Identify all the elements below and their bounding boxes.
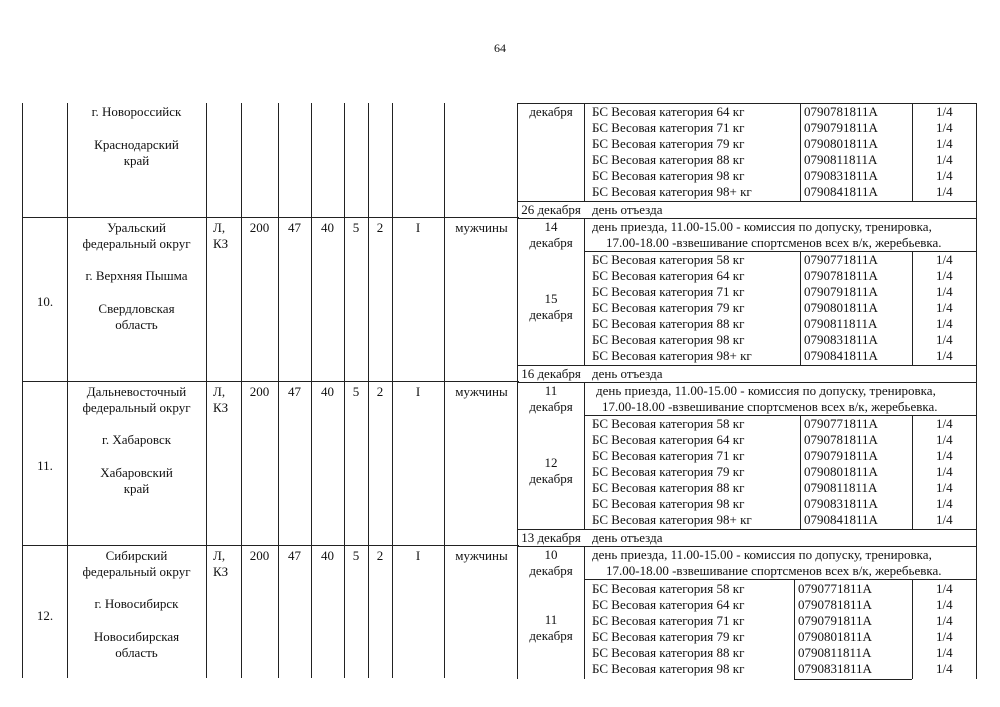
value-1: 200: [249, 384, 270, 399]
schedule-table: [517, 103, 977, 679]
grid-line: [912, 104, 913, 201]
city: г. Новороссийск: [91, 104, 182, 119]
category-code: 0790831811А: [804, 496, 878, 511]
grid-line: [794, 579, 795, 679]
row-separator: [518, 529, 976, 530]
grid-line: [800, 201, 912, 202]
arrival-text-1: день приезда, 11.00-15.00 - комиссия по допуску, тренировка,: [592, 547, 932, 562]
departure-date: 16 декабря: [521, 366, 581, 381]
grid-line: [912, 251, 913, 365]
category-code: 0790831811А: [804, 332, 878, 347]
district-line-1: Уральский: [107, 220, 166, 235]
category-name: БС Весовая категория 71 кг: [592, 448, 745, 463]
value-4: 5: [352, 384, 360, 399]
category-name: БС Весовая категория 88 кг: [592, 480, 745, 495]
category-code: 0790811811А: [804, 480, 878, 495]
category-name: БС Весовая категория 79 кг: [592, 464, 745, 479]
level: I: [415, 384, 421, 399]
category-code: 0790791811А: [804, 120, 878, 135]
competition-month: декабря: [529, 471, 573, 486]
category-share: 1/4: [936, 581, 953, 596]
district-line-1: Дальневосточный: [86, 384, 187, 399]
competition-month: декабря: [529, 628, 573, 643]
category-name: БС Весовая категория 98 кг: [592, 496, 745, 511]
category-code: 0790811811А: [804, 316, 878, 331]
district-line-2: федеральный округ: [82, 400, 191, 415]
date: декабря: [529, 104, 573, 119]
category-code: 0790801811А: [804, 464, 878, 479]
category-code: 0790771811А: [804, 416, 878, 431]
category-share: 1/4: [936, 120, 953, 135]
category-code: 0790791811А: [804, 448, 878, 463]
district-line-2: федеральный округ: [82, 564, 191, 579]
type-line-1: Л,: [213, 548, 226, 563]
category-name: БС Весовая категория 79 кг: [592, 300, 745, 315]
city: г. Новосибирск: [94, 596, 179, 611]
row-separator: [584, 579, 976, 580]
category-code: 0790781811А: [798, 597, 872, 612]
value-3: 40: [321, 548, 334, 563]
gender: мужчины: [455, 384, 508, 399]
grid-line: [912, 415, 913, 529]
arrival-text-2: 17.00-18.00 -взвешивание спортсменов всех в/к, жеребьевка.: [606, 563, 942, 578]
region-line-1: Краснодарский: [94, 137, 179, 152]
row-number: 11.: [37, 458, 53, 473]
region-line-1: Свердловская: [98, 301, 175, 316]
category-code: 0790801811А: [804, 300, 878, 315]
category-code: 0790781811А: [804, 432, 878, 447]
region-line-2: край: [123, 153, 150, 168]
row-separator: [23, 381, 519, 382]
row-separator: [518, 365, 976, 366]
level: I: [415, 220, 421, 235]
category-share: 1/4: [936, 464, 953, 479]
category-share: 1/4: [936, 448, 953, 463]
arrival-month: декабря: [529, 235, 573, 250]
gender: мужчины: [455, 220, 508, 235]
category-name: БС Весовая категория 88 кг: [592, 152, 745, 167]
category-code: 0790791811А: [804, 284, 878, 299]
category-code: 0790781811А: [804, 268, 878, 283]
departure-text: день отъезда: [592, 366, 663, 381]
category-name: БС Весовая категория 98 кг: [592, 332, 745, 347]
arrival-day: 11: [544, 383, 558, 398]
grid-line: [584, 104, 585, 201]
category-share: 1/4: [936, 136, 953, 151]
category-code: 0790831811А: [798, 661, 872, 676]
category-name: БС Весовая категория 98+ кг: [592, 348, 752, 363]
events-table-left: [22, 103, 518, 678]
category-name: БС Весовая категория 71 кг: [592, 120, 745, 135]
category-share: 1/4: [936, 252, 953, 267]
departure-date: 26 декабря: [521, 202, 581, 217]
type-line-1: Л,: [213, 384, 226, 399]
category-name: БС Весовая категория 88 кг: [592, 645, 745, 660]
row-separator: [23, 217, 519, 218]
grid-line: [800, 415, 801, 529]
category-code: 0790811811А: [798, 645, 872, 660]
row-separator: [23, 545, 519, 546]
grid-line: [206, 103, 207, 678]
category-code: 0790791811А: [798, 613, 872, 628]
category-share: 1/4: [936, 432, 953, 447]
category-share: 1/4: [936, 300, 953, 315]
category-share: 1/4: [936, 316, 953, 331]
competition-day: 15: [544, 291, 558, 306]
category-name: БС Весовая категория 58 кг: [592, 252, 745, 267]
category-share: 1/4: [936, 613, 953, 628]
row-number: 10.: [36, 294, 54, 309]
district-line-1: Сибирский: [105, 548, 168, 563]
arrival-text-2: 17.00-18.00 -взвешивание спортсменов всех в/к, жеребьевка.: [602, 399, 938, 414]
value-5: 2: [376, 384, 384, 399]
category-code: 0790771811А: [798, 581, 872, 596]
value-1: 200: [249, 220, 270, 235]
region-line-1: Хабаровский: [100, 465, 173, 480]
level: I: [415, 548, 421, 563]
category-code: 0790801811А: [804, 136, 878, 151]
competition-month: декабря: [529, 307, 573, 322]
value-2: 47: [288, 548, 301, 563]
region-line-1: Новосибирская: [93, 629, 180, 644]
region-line-2: край: [123, 481, 150, 496]
row-number: 12.: [36, 608, 54, 623]
departure-text: день отъезда: [592, 202, 663, 217]
category-code: 0790841811А: [804, 348, 878, 363]
category-share: 1/4: [936, 661, 953, 676]
competition-day: 12: [544, 455, 558, 470]
category-share: 1/4: [936, 645, 953, 660]
grid-line: [584, 382, 585, 529]
category-code: 0790781811А: [804, 104, 878, 119]
value-5: 2: [376, 220, 384, 235]
grid-line: [912, 579, 913, 679]
category-code: 0790771811А: [804, 252, 878, 267]
category-share: 1/4: [936, 332, 953, 347]
arrival-text-1: день приезда, 11.00-15.00 - комиссия по допуску, тренировка,: [596, 383, 936, 398]
category-share: 1/4: [936, 348, 953, 363]
category-name: БС Весовая категория 98+ кг: [592, 184, 752, 199]
arrival-day: 14: [544, 219, 558, 234]
category-name: БС Весовая категория 58 кг: [592, 416, 745, 431]
grid-line: [584, 546, 585, 679]
arrival-month: декабря: [529, 563, 573, 578]
category-code: 0790831811А: [804, 168, 878, 183]
category-name: БС Весовая категория 71 кг: [592, 284, 745, 299]
gender: мужчины: [455, 548, 508, 563]
region-line-2: область: [115, 317, 158, 332]
category-share: 1/4: [936, 597, 953, 612]
category-code: 0790841811А: [804, 512, 878, 527]
district-line-2: федеральный округ: [82, 236, 191, 251]
value-4: 5: [352, 548, 360, 563]
city: г. Хабаровск: [101, 432, 172, 447]
category-share: 1/4: [936, 284, 953, 299]
category-name: БС Весовая категория 88 кг: [592, 316, 745, 331]
value-2: 47: [288, 384, 301, 399]
grid-line: [800, 104, 801, 201]
value-4: 5: [352, 220, 360, 235]
category-share: 1/4: [936, 512, 953, 527]
category-code: 0790801811А: [798, 629, 872, 644]
departure-date: 13 декабря: [521, 530, 581, 545]
category-share: 1/4: [936, 152, 953, 167]
category-code: 0790841811А: [804, 184, 878, 199]
region-line-2: область: [115, 645, 158, 660]
category-name: БС Весовая категория 98+ кг: [592, 512, 752, 527]
category-share: 1/4: [936, 268, 953, 283]
value-3: 40: [321, 220, 334, 235]
value-3: 40: [321, 384, 334, 399]
category-share: 1/4: [936, 168, 953, 183]
category-share: 1/4: [936, 416, 953, 431]
value-1: 200: [249, 548, 270, 563]
category-code: 0790811811А: [804, 152, 878, 167]
city: г. Верхняя Пышма: [85, 268, 188, 283]
category-name: БС Весовая категория 98 кг: [592, 168, 745, 183]
value-5: 2: [376, 548, 384, 563]
type-line-2: КЗ: [213, 400, 229, 415]
category-name: БС Весовая категория 64 кг: [592, 104, 745, 119]
category-name: БС Весовая категория 58 кг: [592, 581, 745, 596]
type-line-2: КЗ: [213, 564, 229, 579]
type-line-1: Л,: [213, 220, 226, 235]
grid-line: [800, 251, 801, 365]
category-name: БС Весовая категория 98 кг: [592, 661, 745, 676]
arrival-text-2: 17.00-18.00 -взвешивание спортсменов всех в/к, жеребьевка.: [606, 235, 942, 250]
category-share: 1/4: [936, 629, 953, 644]
category-name: БС Весовая категория 79 кг: [592, 629, 745, 644]
arrival-day: 10: [544, 547, 558, 562]
arrival-text-1: день приезда, 11.00-15.00 - комиссия по допуску, тренировка,: [592, 219, 932, 234]
category-share: 1/4: [936, 104, 953, 119]
arrival-month: декабря: [529, 399, 573, 414]
category-name: БС Весовая категория 71 кг: [592, 613, 745, 628]
type-line-2: КЗ: [213, 236, 229, 251]
grid-line: [584, 218, 585, 365]
category-share: 1/4: [936, 496, 953, 511]
category-name: БС Весовая категория 79 кг: [592, 136, 745, 151]
category-name: БС Весовая категория 64 кг: [592, 597, 745, 612]
competition-day: 11: [544, 612, 558, 627]
grid-line: [794, 679, 912, 680]
departure-text: день отъезда: [592, 530, 663, 545]
category-name: БС Весовая категория 64 кг: [592, 432, 745, 447]
page-number: 64: [494, 41, 506, 55]
category-name: БС Весовая категория 64 кг: [592, 268, 745, 283]
category-share: 1/4: [936, 480, 953, 495]
value-2: 47: [288, 220, 301, 235]
category-share: 1/4: [936, 184, 953, 199]
